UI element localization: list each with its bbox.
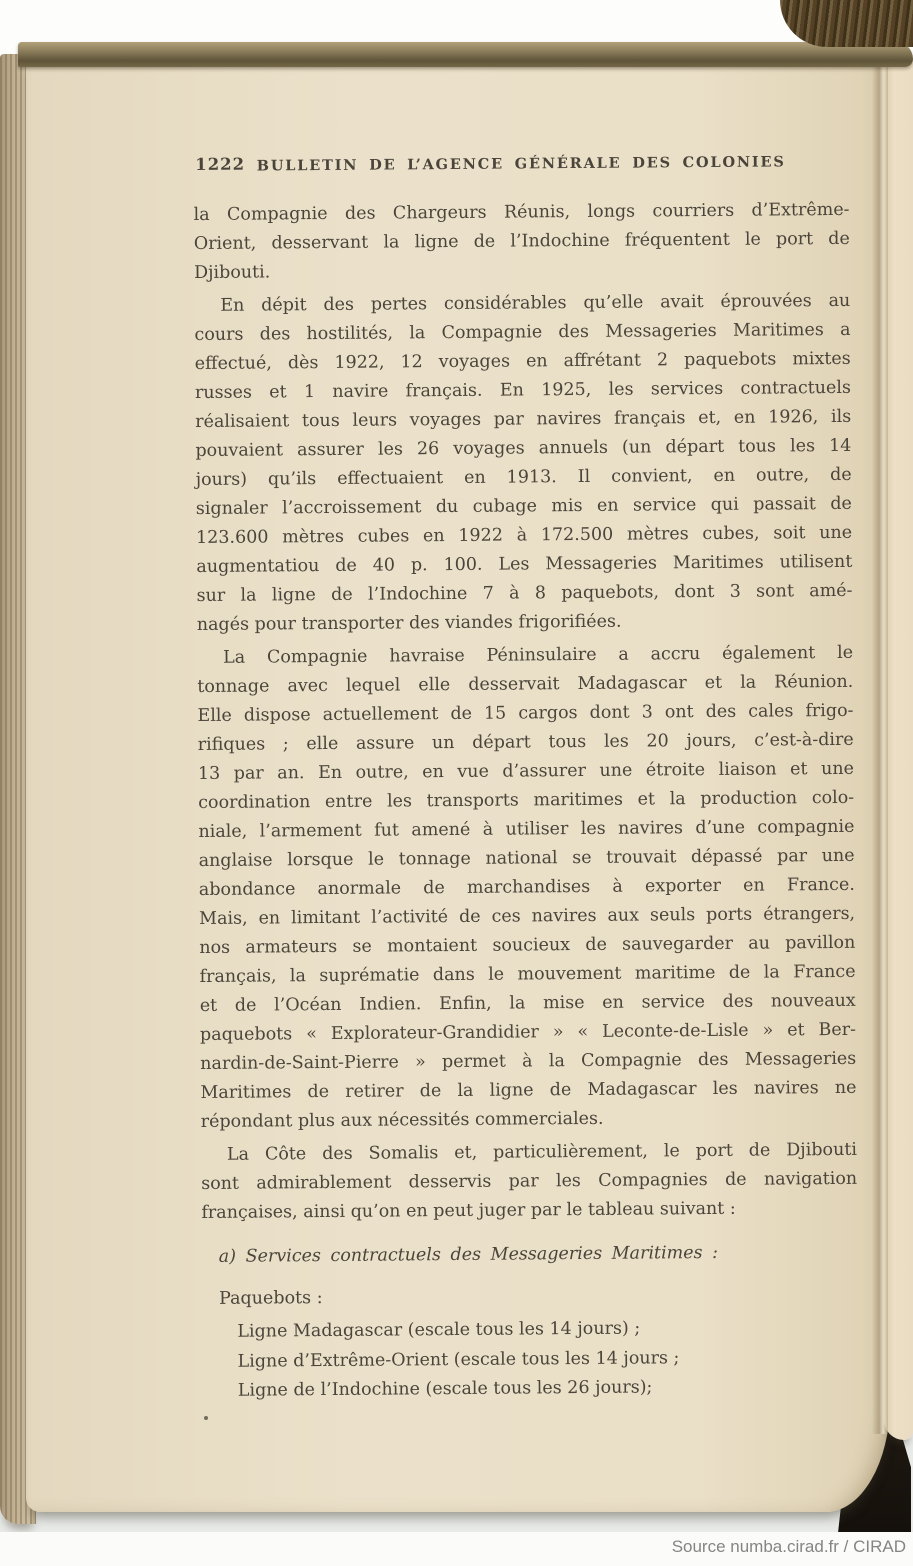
text-line: Elle dispose actuellement de 15 cargos dont 3 ont des cales frigo-	[197, 700, 854, 727]
text-line: coordination entre les transports maritimes et la production colo-	[198, 787, 855, 813]
gutter-crease	[872, 62, 888, 1434]
fleet-list-item: Ligne de l’Indochine (escale tous les 26 jours);	[237, 1377, 653, 1401]
text-line: russes et 1 navire français. En 1925, les services contractuels	[194, 377, 852, 404]
text-line: La Compagnie havraise Péninsulaire a accru également le	[222, 642, 854, 668]
scan-speck	[204, 1416, 208, 1420]
text-line: Orient, desservant la ligne de l’Indochine fréquentent le port de	[193, 228, 850, 255]
text-line: augmentatiou de 40 p. 100. Les Messageries Maritimes utilisent	[196, 551, 853, 578]
gilt-top-edge	[18, 42, 913, 67]
source-bar	[0, 1532, 913, 1566]
text-line: La Côte des Somalis et, particulièrement, le port de Djibouti	[226, 1139, 858, 1165]
paragraph	[194, 287, 853, 640]
section-heading: a) Services contractuels des Messageries Maritimes :	[218, 1242, 719, 1267]
text-line: nardin-de-Saint-Pierre » permet à la Compagnie des Messageries	[200, 1048, 857, 1074]
fleet-list	[202, 1313, 859, 1407]
text-line: Djibouti.	[193, 262, 271, 284]
page-number: 1222	[195, 154, 246, 175]
text-line: paquebots « Explorateur-Grandidier » « Leconte-de-Lisle » et Ber-	[199, 1019, 857, 1045]
journal-title: BULLETIN DE L’AGENCE GÉNÉRALE DES COLONIES	[256, 153, 786, 175]
paragraph	[201, 1136, 858, 1228]
body-paragraphs	[193, 196, 857, 1228]
text-line: la Compagnie des Chargeurs Réunis, longs courriers d’Extrême-	[193, 199, 850, 226]
text-line: nagés pour transporter des viandes frigorifiées.	[196, 611, 622, 636]
text-line: Mais, en limitant l’activité de ces navires aux seuls ports étrangers,	[199, 903, 856, 929]
text-line: effectué, dès 1922, 12 voyages en affrétant 2 paquebots mixtes	[194, 348, 851, 375]
text-line: tonnage avec lequel elle desservait Madagascar et la Réunion.	[197, 671, 854, 698]
running-header	[193, 145, 849, 174]
text-line: sont admirablement desservis par les Compagnies de navigation	[201, 1168, 858, 1194]
text-line: nos armateurs se montaient soucieux de sauvegarder au pavillon	[199, 932, 856, 958]
text-line: En dépit des pertes considérables qu’elle avait éprouvées au	[220, 290, 851, 316]
adjacent-page-strip	[884, 58, 913, 1440]
text-line: pouvaient assurer les 26 voyages annuels (un départ tous les 14	[195, 435, 852, 462]
text-line: françaises, ainsi qu’on en peut juger par le tableau suivant :	[201, 1198, 736, 1223]
text-line: niale, l’armement fut amené à utiliser les navires d’une compagnie	[198, 816, 855, 842]
text-line: cours des hostilités, la Compagnie des Messageries Maritimes a	[194, 319, 851, 346]
text-line: sur la ligne de l’Indochine 7 à 8 paquebots, dont 3 sont amé-	[196, 580, 853, 607]
text-line: et de l’Océan Indien. Enfin, la mise en service des nouveaux	[199, 990, 856, 1016]
fleet-label: Paquebots :	[219, 1288, 323, 1309]
text-line: 13 par an. En outre, en vue d’assurer une étroite liaison et une	[197, 758, 855, 784]
text-line: répondant plus aux nécessités commerciales.	[200, 1108, 604, 1132]
text-line: jours) qu’ils effectuaient en 1913. Il convient, en outre, de	[195, 464, 852, 491]
source-attribution: Source numba.cirad.fr / CIRAD	[671, 1537, 906, 1556]
text-line: français, la suprématie dans le mouvement maritime de la France	[199, 961, 856, 987]
fleet-list-item: Ligne Madagascar (escale tous les 14 jours) ;	[237, 1318, 641, 1342]
fleet-list-item: Ligne d’Extrême-Orient (escale tous les 14 jours ;	[237, 1347, 680, 1372]
paragraph	[193, 196, 850, 288]
text-line: signaler l’accroissement du cubage mis en service qui passait de	[195, 493, 852, 520]
text-line: anglaise lorsque le tonnage national se trouvait dépassé par une	[198, 845, 855, 871]
text-line: réalisaient tous leurs voyages par navires français et, en 1926, ils	[195, 406, 852, 433]
paragraph	[197, 639, 857, 1137]
text-line: 123.600 mètres cubes en 1922 à 172.500 mètres cubes, soit une	[196, 522, 853, 549]
printed-text-block	[193, 145, 859, 1407]
text-line: rifiques ; elle assure un départ tous les 20 jours, c’est-à-dire	[197, 729, 854, 756]
text-line: Maritimes de retirer de la ligne de Madagascar les navires ne	[200, 1077, 857, 1103]
text-line: abondance anormale de marchandises à exporter en France.	[198, 874, 855, 900]
